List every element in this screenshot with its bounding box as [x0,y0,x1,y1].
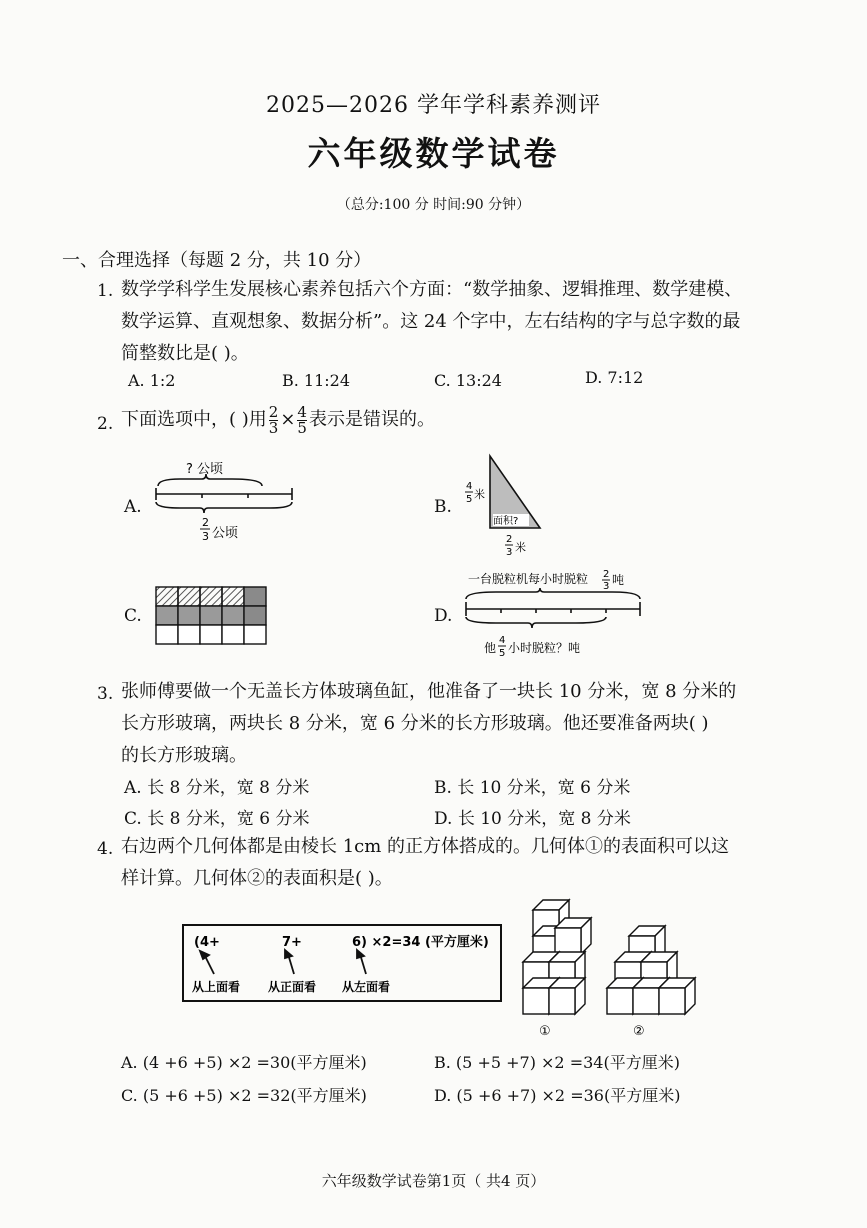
q4-number: 4. [97,839,114,859]
q2-fraction-2 [297,402,307,437]
q2-b-side-unit: 米 [474,488,485,501]
q2-d-bottom-pre: 他 [484,641,497,655]
cube-face [633,988,659,1014]
grid-cell [200,625,222,644]
q2-d-top-label: 一台脱粒机每小时脱粒 [468,572,589,586]
q4-solid-1 [523,900,591,1014]
q1-option-c[interactable]: C. 13:24 [434,371,502,390]
grid-cell [200,587,222,606]
grid-cell [200,606,222,625]
q2-f1-den: 3 [268,418,279,437]
cube-face [555,928,581,954]
q2-a-frac-num: 2 [202,516,209,529]
q4-option-c[interactable]: C. (5 +6 +5) ×2 =32(平方厘米) [121,1086,367,1105]
section-title: 一、合理选择（每题 2 分，共 10 分） [62,250,372,271]
q2-a-unit: 公顷 [212,526,239,541]
cube-face [549,988,575,1014]
q4-solid-2 [607,926,695,1014]
grid-cell [222,606,244,625]
q2-figure-c [154,585,268,647]
q4-option-b[interactable]: B. (5 +5 +7) ×2 =34(平方厘米) [434,1053,680,1072]
grid-cell [156,606,178,625]
q2-number: 2. [97,414,114,434]
q4-figure-1-label: ① [539,1024,551,1039]
page-footer: 六年级数学试卷第1页（ 共4 页） [321,1172,546,1190]
q1-option-d[interactable]: D. 7:12 [585,368,644,387]
q4-figure-2-label: ② [633,1024,645,1039]
grid-cell [244,587,266,606]
q2-d-bottom-num: 4 [499,635,506,646]
q4-box-term-a: (4+ [194,935,220,950]
q1-line3: 简整数比是( )。 [121,343,249,364]
grid-cell [178,625,200,644]
q3-line2: 长方形玻璃，两块长 8 分米，宽 6 分米的长方形玻璃。他还要准备两块( ) [121,713,709,734]
exam-subtitle: （总分:100 分 时间:90 分钟） [336,197,531,213]
q2-option-c-label[interactable]: C. [124,606,142,626]
grid-cell [156,625,178,644]
q4-solids [515,890,705,1040]
q2-fraction-1 [268,402,279,437]
grid-cell [244,625,266,644]
cube-face [523,988,549,1014]
cube-face [607,988,633,1014]
q2-b-area-label: 面积? [493,516,519,527]
q4-option-a[interactable]: A. (4 +6 +5) ×2 =30(平方厘米) [121,1053,367,1072]
q4-option-d[interactable]: D. (5 +6 +7) ×2 =36(平方厘米) [434,1086,681,1105]
q1-line2: 数学运算、直观想象、数据分析”。这 24 个字中，左右结构的字与总字数的最 [121,311,741,332]
q2-b-side-num: 4 [466,481,473,492]
q2-stem-pre: 下面选项中，( )用 [121,409,267,430]
q2-d-top-num: 2 [603,569,610,580]
grid-cell [156,587,178,606]
q2-f2-den: 5 [297,418,307,437]
q4-view-left: 从左面看 [342,980,391,994]
q3-number: 3. [97,684,114,704]
q2-a-top-label: ? 公顷 [186,462,224,477]
q4-box-term-b: 7+ [282,935,302,950]
q4-line2: 样计算。几何体②的表面积是( )。 [121,868,393,889]
grid-cell [222,587,244,606]
exam-year-line: 2025—2026 学年学科素养测评 [266,93,601,118]
grid-cell [178,587,200,606]
q4-line1: 右边两个几何体都是由棱长 1cm 的正方体搭成的。几何体①的表面积可以这 [121,836,730,857]
q2-d-top-unit: 吨 [612,573,625,587]
q1-number: 1. [97,281,114,301]
q3-option-a[interactable]: A. 长 8 分米，宽 8 分米 [124,778,310,798]
q4-box-term-c: 6) ×2=34 (平方厘米) [352,935,489,950]
q2-f1-num: 2 [268,402,279,421]
q4-view-front: 从正面看 [268,980,317,994]
q4-view-top: 从上面看 [192,980,241,994]
q2-b-base-unit: 米 [515,541,526,554]
q2-stem [121,404,435,436]
q2-stem-post: 表示是错误的。 [308,409,435,430]
q2-f2-num: 4 [297,402,307,421]
q3-line1: 张师傅要做一个无盖长方体玻璃鱼缸，他准备了一块长 10 分米，宽 8 分米的 [121,681,737,702]
grid-cell [178,606,200,625]
q2-figure-b [460,452,560,560]
grid-cell [244,606,266,625]
q2-d-top-den: 3 [603,581,610,592]
q3-option-d[interactable]: D. 长 10 分米，宽 8 分米 [434,809,631,829]
q3-line3: 的长方形玻璃。 [121,745,247,766]
q1-option-b[interactable]: B. 11:24 [282,371,351,390]
cube-face [659,988,685,1014]
q2-b-side-den: 5 [466,494,473,505]
q1-option-a[interactable]: A. 1:2 [128,371,176,390]
q2-b-base-den: 3 [506,547,513,558]
q2-figure-a [150,460,300,548]
q2-a-frac-den: 3 [202,530,209,543]
q4-formula-box [182,924,502,1002]
q3-option-c[interactable]: C. 长 8 分米，宽 6 分米 [124,809,310,829]
q2-d-bottom-post: 小时脱粒？吨 [508,641,581,655]
grid-cell [222,625,244,644]
q2-d-bottom-den: 5 [499,648,506,659]
q2-times: × [280,409,296,430]
q1-line1: 数学学科学生发展核心素养包括六个方面：“数学抽象、逻辑推理、数学建模、 [121,279,743,300]
q3-option-b[interactable]: B. 长 10 分米，宽 6 分米 [434,778,631,798]
q2-b-base-num: 2 [506,534,513,545]
q2-option-b-label[interactable]: B. [434,497,452,517]
q2-option-d-label[interactable]: D. [434,606,453,626]
q2-figure-d [456,568,656,660]
q2-option-a-label[interactable]: A. [124,497,142,517]
exam-title: 六年级数学试卷 [307,134,560,173]
